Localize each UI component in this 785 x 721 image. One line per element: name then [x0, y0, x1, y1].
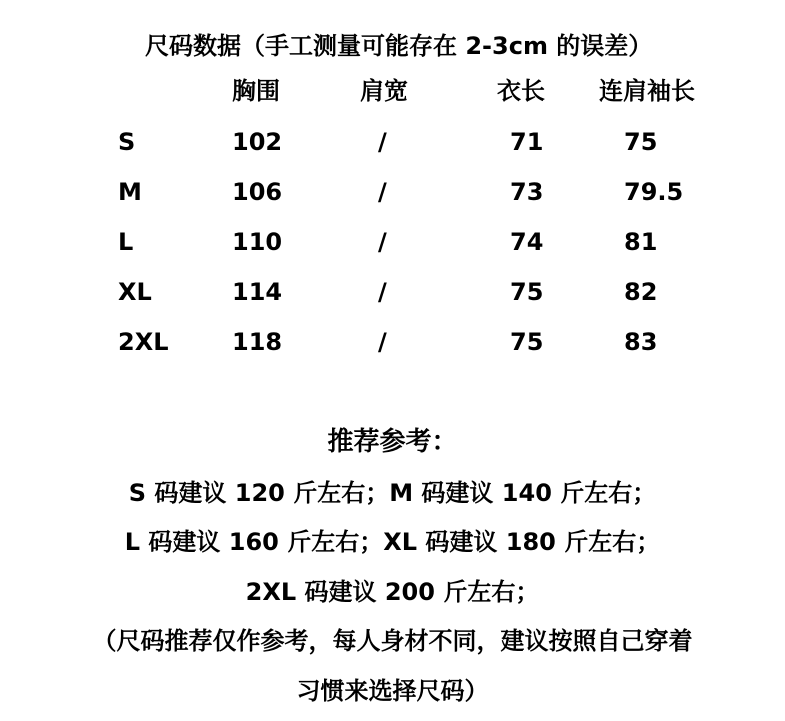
recommendation-line: L 码建议 160 斤左右；XL 码建议 180 斤左右； — [124, 528, 661, 556]
sleeve-value: 81 — [624, 228, 658, 256]
sleeve-value: 79.5 — [624, 178, 684, 206]
size-label: S — [118, 128, 136, 156]
chest-value: 106 — [232, 178, 283, 206]
length-value: 75 — [510, 278, 544, 306]
size-label: XL — [118, 278, 152, 306]
sleeve-value: 82 — [624, 278, 658, 306]
length-value: 74 — [510, 228, 544, 256]
header-length: 衣长 — [497, 77, 545, 105]
chest-value: 118 — [232, 328, 283, 356]
chest-value: 114 — [232, 278, 283, 306]
shoulder-value: / — [378, 228, 387, 256]
page-title: 尺码数据（手工测量可能存在 2-3cm 的误差） — [145, 32, 653, 60]
size-label: M — [118, 178, 142, 206]
recommendation-line: S 码建议 120 斤左右；M 码建议 140 斤左右； — [128, 479, 657, 507]
chest-value: 102 — [232, 128, 283, 156]
header-shoulder: 肩宽 — [360, 77, 408, 105]
shoulder-value: / — [378, 328, 387, 356]
length-value: 75 — [510, 328, 544, 356]
shoulder-value: / — [378, 178, 387, 206]
size-label: 2XL — [118, 328, 169, 356]
shoulder-value: / — [378, 278, 387, 306]
recommendation-note: 习惯来选择尺码） — [296, 677, 489, 705]
recommendation-line: 2XL 码建议 200 斤左右； — [245, 578, 540, 606]
recommendation-heading: 推荐参考： — [327, 427, 458, 457]
header-sleeve: 连肩袖长 — [599, 77, 695, 105]
length-value: 73 — [510, 178, 544, 206]
chest-value: 110 — [232, 228, 283, 256]
header-chest: 胸围 — [232, 77, 280, 105]
length-value: 71 — [510, 128, 544, 156]
recommendation-note: （尺码推荐仅作参考，每人身材不同，建议按照自己穿着 — [92, 627, 693, 655]
sleeve-value: 75 — [624, 128, 658, 156]
shoulder-value: / — [378, 128, 387, 156]
sleeve-value: 83 — [624, 328, 658, 356]
size-label: L — [118, 228, 134, 256]
